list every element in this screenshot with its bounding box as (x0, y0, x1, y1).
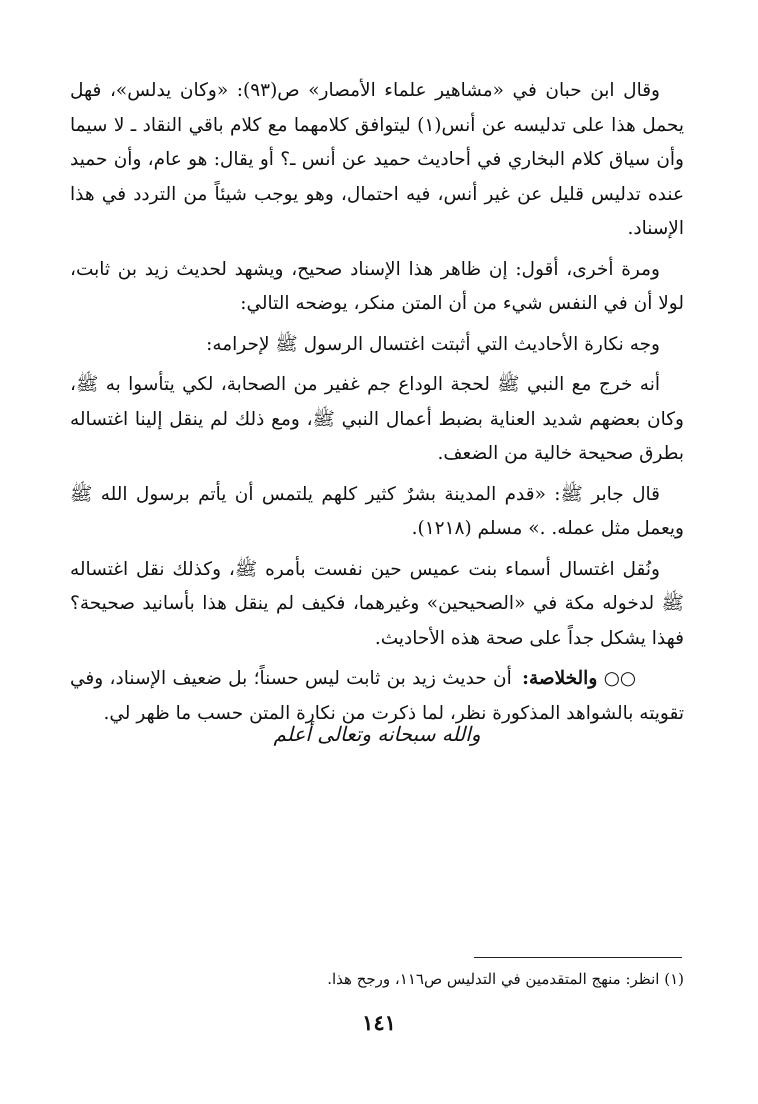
footnote-divider (474, 957, 682, 958)
paragraph-jabir-quote: قال جابر ﷺ: «قدم المدينة بشرٌ كثير كلهم يلتمس أن يأتم برسول الله ﷺ ويعمل مثل عمله. .» مسلم (١٢١٨). (70, 483, 684, 539)
page-number: ١٤١ (362, 1010, 396, 1035)
paragraph-hajj-companions: أنه خرج مع النبي ﷺ لحجة الوداع جم غفير من الصحابة، لكي يتأسوا به ﷺ، وكان بعضهم شديد العناية بضبط أعمال النبي ﷺ، ومع ذلك لم ينقل إلينا اغتساله بطرق صحيحة خالية من الضعف. (70, 374, 684, 464)
footnote: (١) انظر: منهج المتقدمين في التدليس ص١١٦، ورجح هذا. (327, 970, 684, 988)
main-text (70, 74, 684, 737)
conclusion-marker: ○○ والخلاصة: (522, 668, 636, 689)
paragraph-ibn-hibban: وقال ابن حبان في «مشاهير علماء الأمصار» ص(٩٣): «وكان يدلس»، فهل يحمل هذا على تدليسه عن أنس(١) ليتوافق كلامهما مع كلام باقي النقاد ـ لا سيما وأن سياق كلام البخاري في أحاديث حميد عن أنس ـ؟ أو يقال: هو عام، وأن حميد عنده تدليس قليل عن غير أنس، فيه احتمال، وهو يوجب شيئاً من التردد في هذا الإسناد. (70, 80, 684, 239)
conclusion-text: أن حديث زيد بن ثابت ليس حسناً؛ بل ضعيف الإسناد، وفي تقويته بالشواهد المذكورة نظر، لما ذكرت من نكارة المتن حسب ما ظهر لي. (70, 668, 684, 724)
closing-phrase: والله سبحانه وتعالى أعلم (273, 722, 481, 746)
paragraph-heading-nakara: وجه نكارة الأحاديث التي أثبتت اغتسال الرسول ﷺ لإحرامه: (206, 333, 660, 355)
paragraph-conclusion (70, 662, 684, 731)
paragraph-asma-ghusl: ونُقل اغتسال أسماء بنت عميس حين نفست بأمره ﷺ، وكذلك نقل اغتساله ﷺ لدخوله مكة في «الصحيحين» وغيرهما، فكيف لم ينقل هذا بأسانيد صحيحة؟ فهذا يشكل جداً على صحة هذه الأحاديث. (70, 558, 684, 649)
paragraph-isnad-opinion: ومرة أخرى، أقول: إن ظاهر هذا الإسناد صحيح، ويشهد لحديث زيد بن ثابت، لولا أن في النفس شيء من أن المتن منكر، يوضحه التالي: (70, 258, 684, 314)
